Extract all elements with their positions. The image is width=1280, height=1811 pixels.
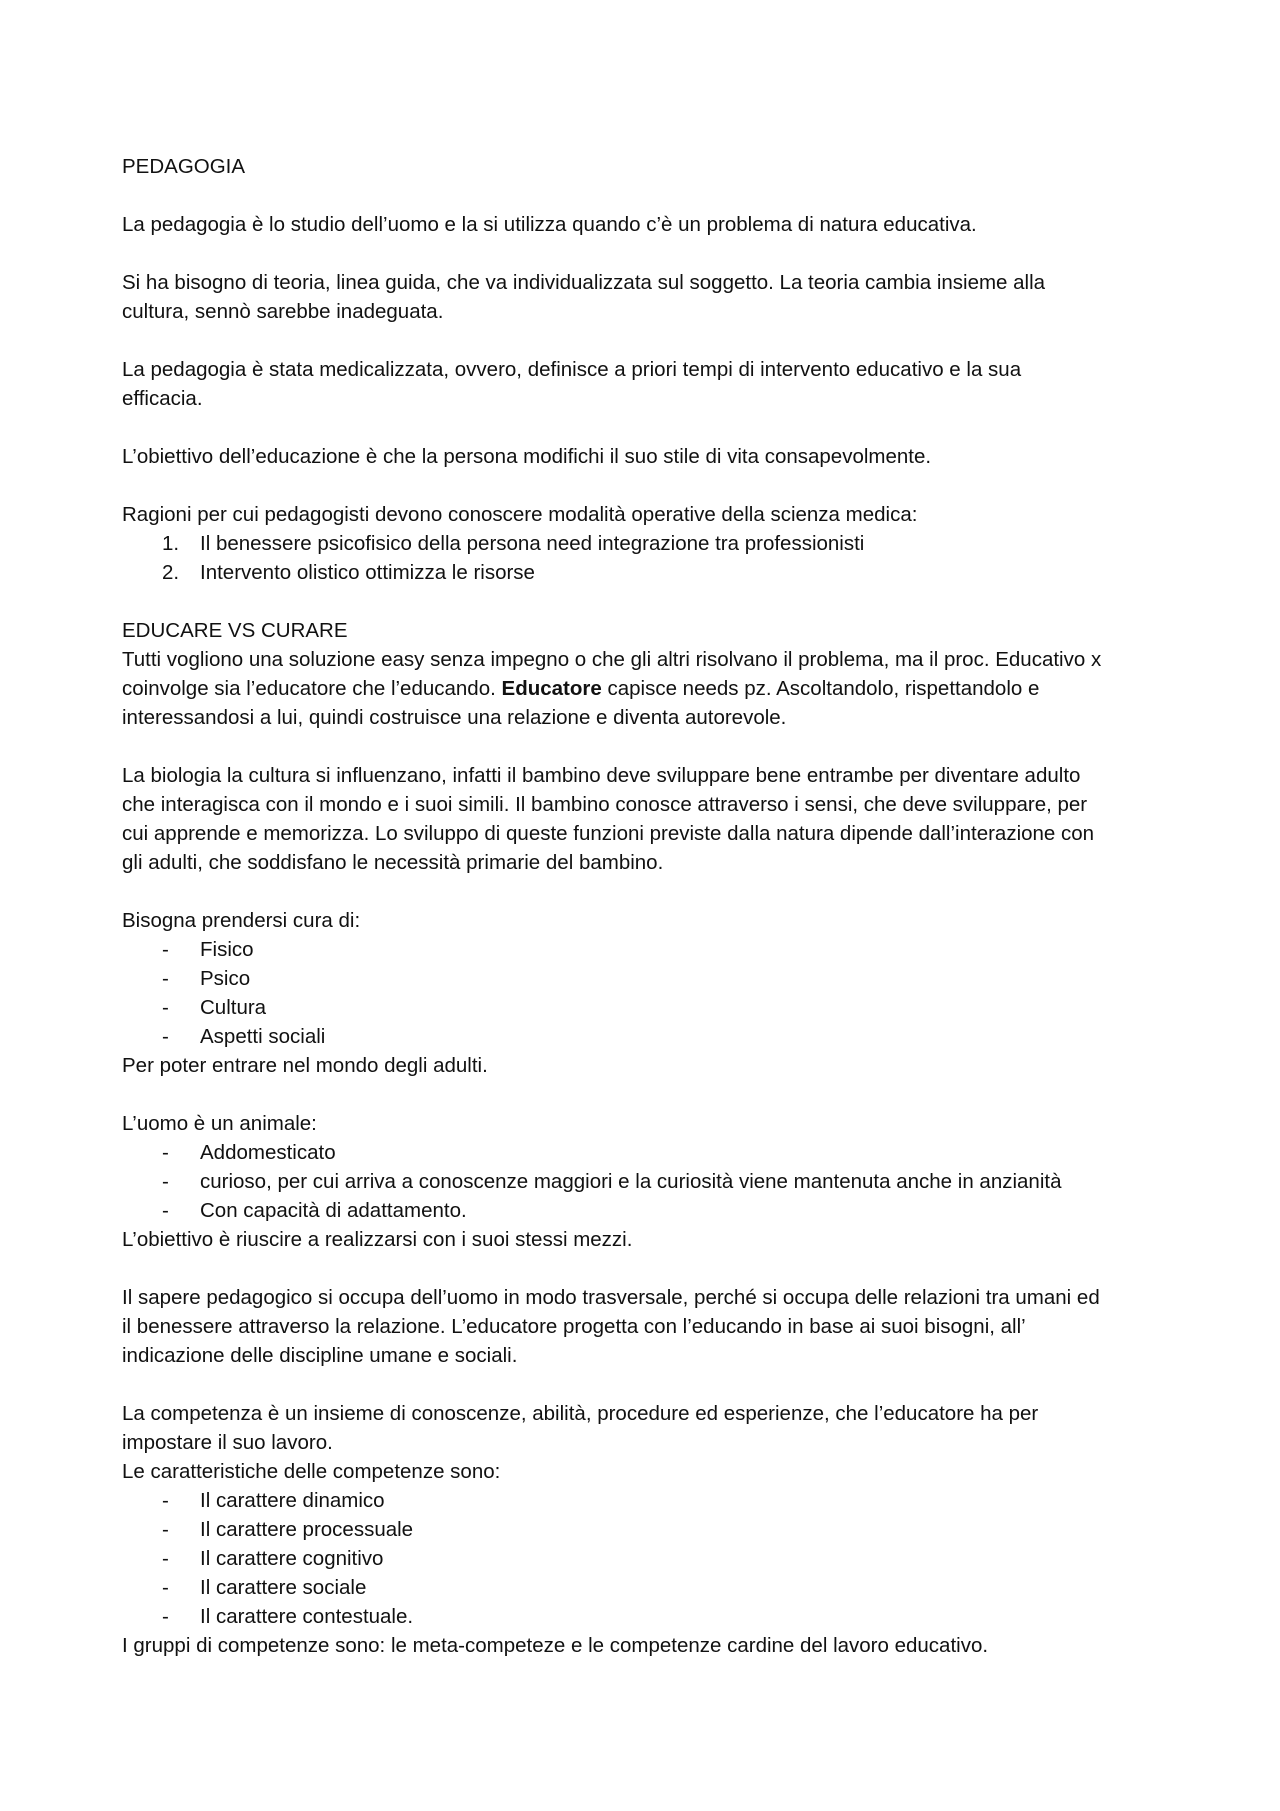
dash-marker: - — [162, 996, 169, 1019]
list-item-text: Il carattere dinamico — [200, 1489, 385, 1512]
spacer — [122, 877, 1182, 906]
bullet-list-item — [122, 1022, 1182, 1051]
bullet-list-item — [122, 1573, 1182, 1602]
numbered-list-item — [122, 558, 1182, 587]
dash-marker: - — [162, 1199, 169, 1222]
paragraph-educare-line — [122, 674, 1182, 703]
bullet-list-item — [122, 993, 1182, 1022]
paragraph-medicalized-line: La pedagogia è stata medicalizzata, ovvero, definisce a priori tempi di intervento educativo e la sua — [122, 358, 1022, 381]
list-item-text: Il carattere processuale — [200, 1518, 414, 1541]
dash-marker: - — [162, 1025, 169, 1048]
paragraph-biology-line: gli adulti, che soddisfano le necessità primarie del bambino. — [122, 851, 664, 874]
spacer — [122, 1080, 1182, 1109]
bullet-list-item — [122, 1486, 1182, 1515]
competence-outro: I gruppi di competenze sono: le meta-competeze e le competenze cardine del lavoro educativo. — [122, 1634, 989, 1657]
spacer — [122, 471, 1182, 500]
animal-intro: L’uomo è un animale: — [122, 1112, 317, 1135]
paragraph-knowledge-line: il benessere attraverso la relazione. L’educatore progetta con l’educando in base ai suoi bisogni, all’ — [122, 1315, 1026, 1338]
bullet-list-item — [122, 1167, 1182, 1196]
numbered-list-item — [122, 529, 1182, 558]
paragraph-educare-line: Tutti vogliono una soluzione easy senza impegno o che gli altri risolvano il problema, ma il proc. Educativo x — [122, 648, 1102, 671]
list-item-text: Il carattere sociale — [200, 1576, 367, 1599]
list-item-text: Aspetti sociali — [200, 1025, 326, 1048]
paragraph-objective: L’obiettivo dell’educazione è che la persona modifichi il suo stile di vita consapevolmente. — [122, 445, 932, 468]
paragraph-biology-line: cui apprende e memorizza. Lo sviluppo di queste funzioni previste dalla natura dipende dall’interazione con — [122, 822, 1095, 845]
spacer — [122, 239, 1182, 268]
paragraph-knowledge-line: indicazione delle discipline umane e sociali. — [122, 1344, 518, 1367]
spacer — [122, 326, 1182, 355]
paragraph-biology-line: che interagisca con il mondo e i suoi simili. Il bambino conosce attraverso i sensi, che deve sviluppare, per — [122, 793, 1088, 816]
list-item-text: Il carattere contestuale. — [200, 1605, 414, 1628]
list-item-text: Fisico — [200, 938, 254, 961]
dash-marker: - — [162, 967, 169, 990]
spacer — [122, 587, 1182, 616]
list-item-text: Intervento olistico ottimizza le risorse — [200, 561, 535, 584]
paragraph-competence-line: La competenza è un insieme di conoscenze, abilità, procedure ed esperienze, che l’educatore ha per — [122, 1402, 1039, 1425]
bullet-list-item — [122, 935, 1182, 964]
dash-marker: - — [162, 938, 169, 961]
text-run: capisce needs pz. Ascoltandolo, rispettandolo e — [601, 677, 1040, 700]
paragraph-theory-line: cultura, sennò sarebbe inadeguata. — [122, 300, 444, 323]
paragraph-definition: La pedagogia è lo studio dell’uomo e la si utilizza quando c’è un problema di natura educativa. — [122, 213, 977, 236]
spacer — [122, 732, 1182, 761]
bullet-list-item — [122, 1196, 1182, 1225]
bullet-list-item — [122, 1602, 1182, 1631]
list-number: 2. — [162, 561, 180, 584]
bullet-list-item — [122, 964, 1182, 993]
document-title: PEDAGOGIA — [122, 155, 246, 178]
list-item-text: Il carattere cognitivo — [200, 1547, 384, 1570]
list-item-text: Il benessere psicofisico della persona need integrazione tra professionisti — [200, 532, 865, 555]
dash-marker: - — [162, 1547, 169, 1570]
list-item-text: Psico — [200, 967, 251, 990]
list-item-text: Addomesticato — [200, 1141, 336, 1164]
paragraph-knowledge-line: Il sapere pedagogico si occupa dell’uomo in modo trasversale, perché si occupa delle relazioni tra umani ed — [122, 1286, 1100, 1309]
animal-outro: L’obiettivo è riuscire a realizzarsi con i suoi stessi mezzi. — [122, 1228, 633, 1251]
bullet-list-item — [122, 1544, 1182, 1573]
list-item-text: Cultura — [200, 996, 267, 1019]
paragraph-educare-line: interessandosi a lui, quindi costruisce una relazione e diventa autorevole. — [122, 706, 787, 729]
list-number: 1. — [162, 532, 180, 555]
dash-marker: - — [162, 1518, 169, 1541]
dash-marker: - — [162, 1576, 169, 1599]
care-intro: Bisogna prendersi cura di: — [122, 909, 361, 932]
spacer — [122, 413, 1182, 442]
paragraph-biology-line: La biologia la cultura si influenzano, infatti il bambino deve sviluppare bene entrambe per diventare adulto — [122, 764, 1081, 787]
text-run: coinvolge sia l’educatore che l’educando. — [122, 677, 502, 700]
paragraph-medicalized-line: efficacia. — [122, 387, 203, 410]
competence-intro: Le caratteristiche delle competenze sono: — [122, 1460, 501, 1483]
document-page — [122, 152, 1182, 1660]
paragraph-competence-line: impostare il suo lavoro. — [122, 1431, 333, 1454]
reasons-intro: Ragioni per cui pedagogisti devono conoscere modalità operative della scienza medica: — [122, 503, 918, 526]
spacer — [122, 181, 1182, 210]
spacer — [122, 1254, 1182, 1283]
list-item-text: Con capacità di adattamento. — [200, 1199, 467, 1222]
spacer — [122, 1370, 1182, 1399]
dash-marker: - — [162, 1170, 169, 1193]
bullet-list-item — [122, 1515, 1182, 1544]
list-item-text: curioso, per cui arriva a conoscenze maggiori e la curiosità viene mantenuta anche in anzianità — [200, 1170, 1062, 1193]
section-heading: EDUCARE VS CURARE — [122, 619, 348, 642]
dash-marker: - — [162, 1141, 169, 1164]
bold-term: Educatore — [501, 677, 602, 700]
care-outro: Per poter entrare nel mondo degli adulti. — [122, 1054, 488, 1077]
dash-marker: - — [162, 1605, 169, 1628]
dash-marker: - — [162, 1489, 169, 1512]
bullet-list-item — [122, 1138, 1182, 1167]
paragraph-theory-line: Si ha bisogno di teoria, linea guida, che va individualizzata sul soggetto. La teoria cambia insieme alla — [122, 271, 1046, 294]
